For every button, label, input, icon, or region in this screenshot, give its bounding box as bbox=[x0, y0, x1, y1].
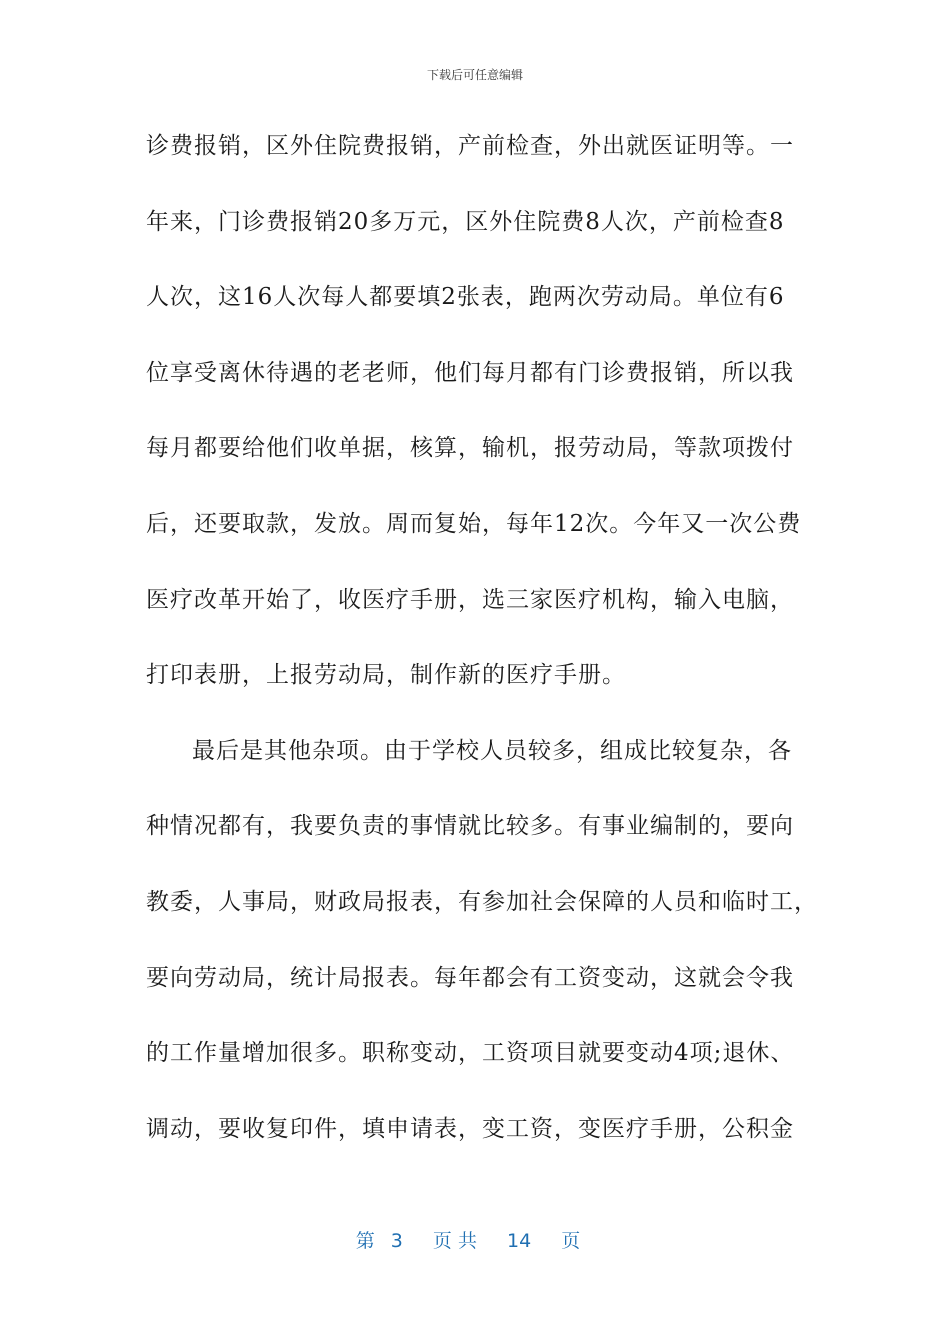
text-line: 位享受离休待遇的老老师，他们每月都有门诊费报销，所以我 bbox=[146, 359, 794, 386]
footer-suffix: 页 bbox=[561, 1230, 581, 1252]
footer-total-pages: 14 bbox=[507, 1230, 532, 1252]
footer-prefix: 第 bbox=[355, 1230, 375, 1252]
page-header: 下载后可任意编辑 bbox=[426, 68, 523, 82]
paragraph-first-line: 最后是其他杂项。由于学校人员较多，组成比较复杂，各 bbox=[192, 737, 792, 764]
text-line: 的工作量增加很多。职称变动，工资项目就要变动4项;退休、 bbox=[146, 1040, 795, 1067]
text-line: 年来，门诊费报销20多万元，区外住院费8人次，产前检查8 bbox=[146, 208, 785, 235]
page-footer bbox=[0, 1226, 950, 1253]
text-line: 后，还要取款，发放。周而复始，每年12次。今年又一次公费 bbox=[146, 510, 802, 537]
document-body bbox=[146, 124, 818, 1182]
footer-middle: 页 共 bbox=[432, 1230, 477, 1252]
text-line: 种情况都有，我要负责的事情就比较多。有事业编制的，要向 bbox=[146, 813, 794, 840]
text-line: 每月都要给他们收单据，核算，输机，报劳动局，等款项拨付 bbox=[146, 435, 794, 462]
text-line: 医疗改革开始了，收医疗手册，选三家医疗机构，输入电脑， bbox=[146, 586, 794, 613]
footer-current-page: 3 bbox=[390, 1230, 403, 1252]
text-line: 打印表册，上报劳动局，制作新的医疗手册。 bbox=[146, 662, 626, 689]
text-line: 人次，这16人次每人都要填2张表，跑两次劳动局。单位有6 bbox=[146, 284, 785, 311]
text-line: 教委，人事局，财政局报表，有参加社会保障的人员和临时工， bbox=[146, 888, 818, 915]
text-line: 调动，要收复印件，填申请表，变工资，变医疗手册，公积金 bbox=[146, 1115, 794, 1142]
text-line: 要向劳动局，统计局报表。每年都会有工资变动，这就会令我 bbox=[146, 964, 794, 991]
text-line: 诊费报销，区外住院费报销，产前检查，外出就医证明等。一 bbox=[146, 133, 794, 159]
